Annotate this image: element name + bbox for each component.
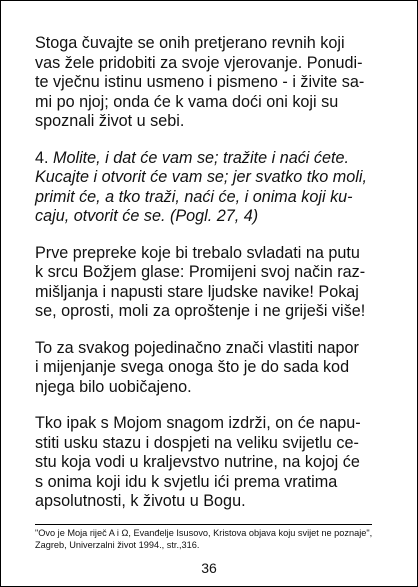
text-line: [35, 149, 395, 169]
text-line: Kucajte i otvorit će vam se; jer svatko tko moli,: [35, 168, 367, 186]
footnote-divider: [35, 524, 372, 525]
text-line: stu koja vodi u kraljevstvo nutrine, na kojoj će: [35, 453, 360, 471]
text-line: k srcu Božjem glase: Promijeni svoj način raz-: [35, 263, 366, 281]
text-line: Tko ipak s Mojom snagom izdrži, on će napu-: [35, 414, 361, 432]
footnote: [35, 527, 405, 551]
page-number: 36: [201, 560, 217, 576]
text-line: vas žele pridobiti za svoje vjerovanje. Ponudi-: [35, 53, 363, 72]
text-line: i mijenjanje svega onoga što je do sada kod: [35, 358, 350, 376]
body-text: [35, 34, 395, 529]
text-line: mi po njoj; onda će k vama doći oni koji su: [35, 92, 339, 111]
quote-text: Molite, i dat će vam se; tražite i naći ćete.: [53, 148, 349, 167]
text-line: caju, otvorit će se. (Pogl. 27, 4): [35, 207, 259, 225]
text-line: s onima koji idu k svjetlu ići prema vratima: [35, 472, 338, 491]
text-line: spoznali život u sebi.: [35, 112, 185, 130]
text-line: te vječnu istinu usmeno i pismeno - i živite sa-: [35, 73, 365, 91]
footnote-line: Zagreb, Univerzalni život 1994., str.,316.: [35, 540, 200, 550]
text-line: se, oprosti, moli za oproštenje i ne griješi više!: [35, 302, 366, 320]
verse-number: 4.: [35, 148, 53, 167]
text-line: apsolutnosti, k životu u Bogu.: [35, 492, 246, 510]
paragraph-3: [35, 244, 395, 322]
text-line: Prve prepreke koje bi trebalo svladati na putu: [35, 243, 360, 262]
text-line: primit će, a tko traži, naći će, i onima koji ku-: [35, 187, 353, 206]
text-line: Stoga čuvajte se onih pretjerano revnih koji: [35, 34, 345, 52]
paragraph-4: [35, 339, 395, 398]
paragraph-1: [35, 34, 395, 132]
text-line: njega bilo uobičajeno.: [35, 377, 192, 396]
footnote-line: "Ovo je Moja riječ A i Ω, Evanđelje Isusovo, Kristova objava koju svijet ne poznaje",: [35, 528, 373, 538]
text-line: stiti usku stazu i dospjeti na veliku svijetlu ce-: [35, 433, 359, 452]
paragraph-2-quote: [35, 149, 395, 227]
paragraph-5: [35, 414, 395, 512]
text-line: To za svakog pojedinačno znači vlastiti napor: [35, 338, 359, 357]
text-line: mišljanja i napusti stare ljudske navike! Pokaj: [35, 282, 359, 301]
